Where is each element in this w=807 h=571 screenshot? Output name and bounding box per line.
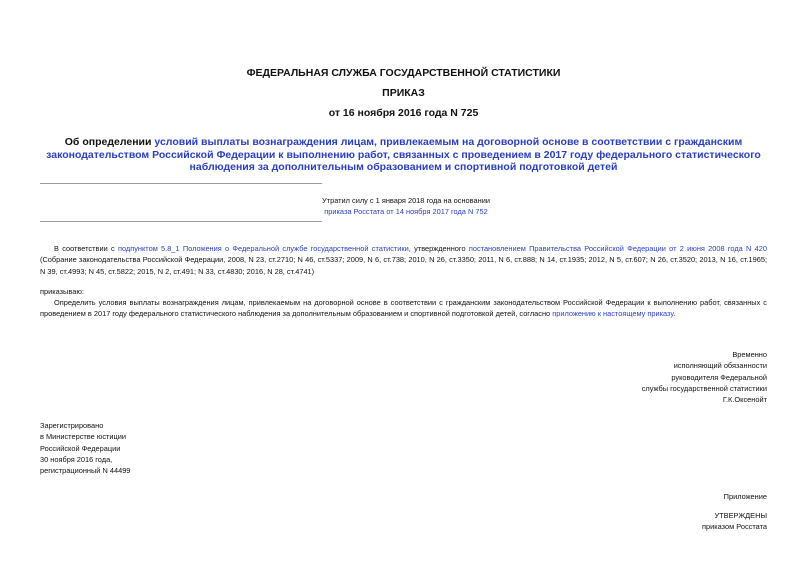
registration-line1: Зарегистрировано xyxy=(40,421,104,430)
preamble-link-regulation[interactable]: подпунктом 5.8_1 Положения о Федеральной службе государственной статистики xyxy=(117,244,409,253)
registration-line3: Российской Федерации xyxy=(40,443,121,453)
registration-line4: 30 ноября 2016 года, xyxy=(40,454,113,464)
registration-line2: в Министерстве юстиции xyxy=(40,432,127,442)
date-number-heading: от 16 ноября 2016 года N 725 xyxy=(328,107,479,119)
registration-block xyxy=(40,420,130,476)
registration-line5: регистрационный N 44499 xyxy=(40,466,131,476)
preamble-link-decree[interactable]: постановлением Правительства Российской Федерации от 2 июня 2008 года N 420 xyxy=(468,244,768,253)
appendix-by-order: приказом Росстата xyxy=(702,522,767,531)
appendix-approved: УТВЕРЖДЕНЫ xyxy=(714,511,767,520)
signature-line1: Временно xyxy=(732,350,767,359)
directive-appendix-link[interactable]: приложению к настоящему приказу xyxy=(552,309,674,319)
preamble-text-3: (Собрание законодательства Российской Федерации, 2008, N 23, ст.2710; N 46, ст.5337; 2009, N 6, ст.738; 2010, N 26, ст.3350; 2011, N 6, ст.888; N 14, ст.1935; 2012, N 5, ст.607; N 26, ст.3520; 2013, N 16, ст.1965; N 39, ст.4993; N 45, ст.5822; 2015, N 2, ст.491; N 33, ст.4830; 2016, N 28, ст.4741) xyxy=(40,255,767,276)
order-word: приказываю: xyxy=(40,287,84,296)
signature-line4: службы государственной статистики xyxy=(641,383,767,393)
signature-block xyxy=(467,349,767,405)
status-note-line1: Утратил силу с 1 января 2018 года на основании xyxy=(322,196,490,205)
status-note-link[interactable]: приказа Росстата от 14 ноября 2017 года N 752 xyxy=(324,207,488,216)
divider-top xyxy=(40,183,322,184)
agency-heading: ФЕДЕРАЛЬНАЯ СЛУЖБА ГОСУДАРСТВЕННОЙ СТАТИСТИКИ xyxy=(246,67,561,79)
doc-type-heading: ПРИКАЗ xyxy=(382,87,425,99)
directive-text: Определить условия выплаты вознаграждения лицам, привлекаемым на договорной основе в соответствии с гражданским законодательством Российской Федерации к выполнению работ, связанных с проведением в 2017 году федерального статистического наблюдения за дополнительным образованием и спортивной подготовкой детей, согласно xyxy=(40,298,767,319)
status-note xyxy=(317,195,495,217)
preamble-paragraph xyxy=(40,243,767,277)
appendix-label: Приложение xyxy=(723,492,767,501)
directive-paragraph xyxy=(40,297,767,320)
divider-bottom xyxy=(40,221,322,222)
document-title xyxy=(40,136,767,174)
title-link[interactable]: условий выплаты вознаграждения лицам, привлекаемым на договорной основе в соответствии с гражданским законодательством Российской Федерации к выполнению работ, связанных с проведением в 2017 году федерального статистического наблюдения за дополнительным образованием и спортивной подготовкой детей xyxy=(46,136,761,173)
preamble-text-1: В соответствии с xyxy=(54,244,118,253)
signature-name: Г.К.Оксенойт xyxy=(722,395,767,405)
preamble-text-2: , утвержденного xyxy=(408,244,469,253)
signature-line2: исполняющий обязанности xyxy=(673,361,767,371)
title-prefix: Об определении xyxy=(64,136,155,148)
directive-end: . xyxy=(673,309,676,319)
signature-line3: руководителя Федеральной xyxy=(671,372,767,382)
